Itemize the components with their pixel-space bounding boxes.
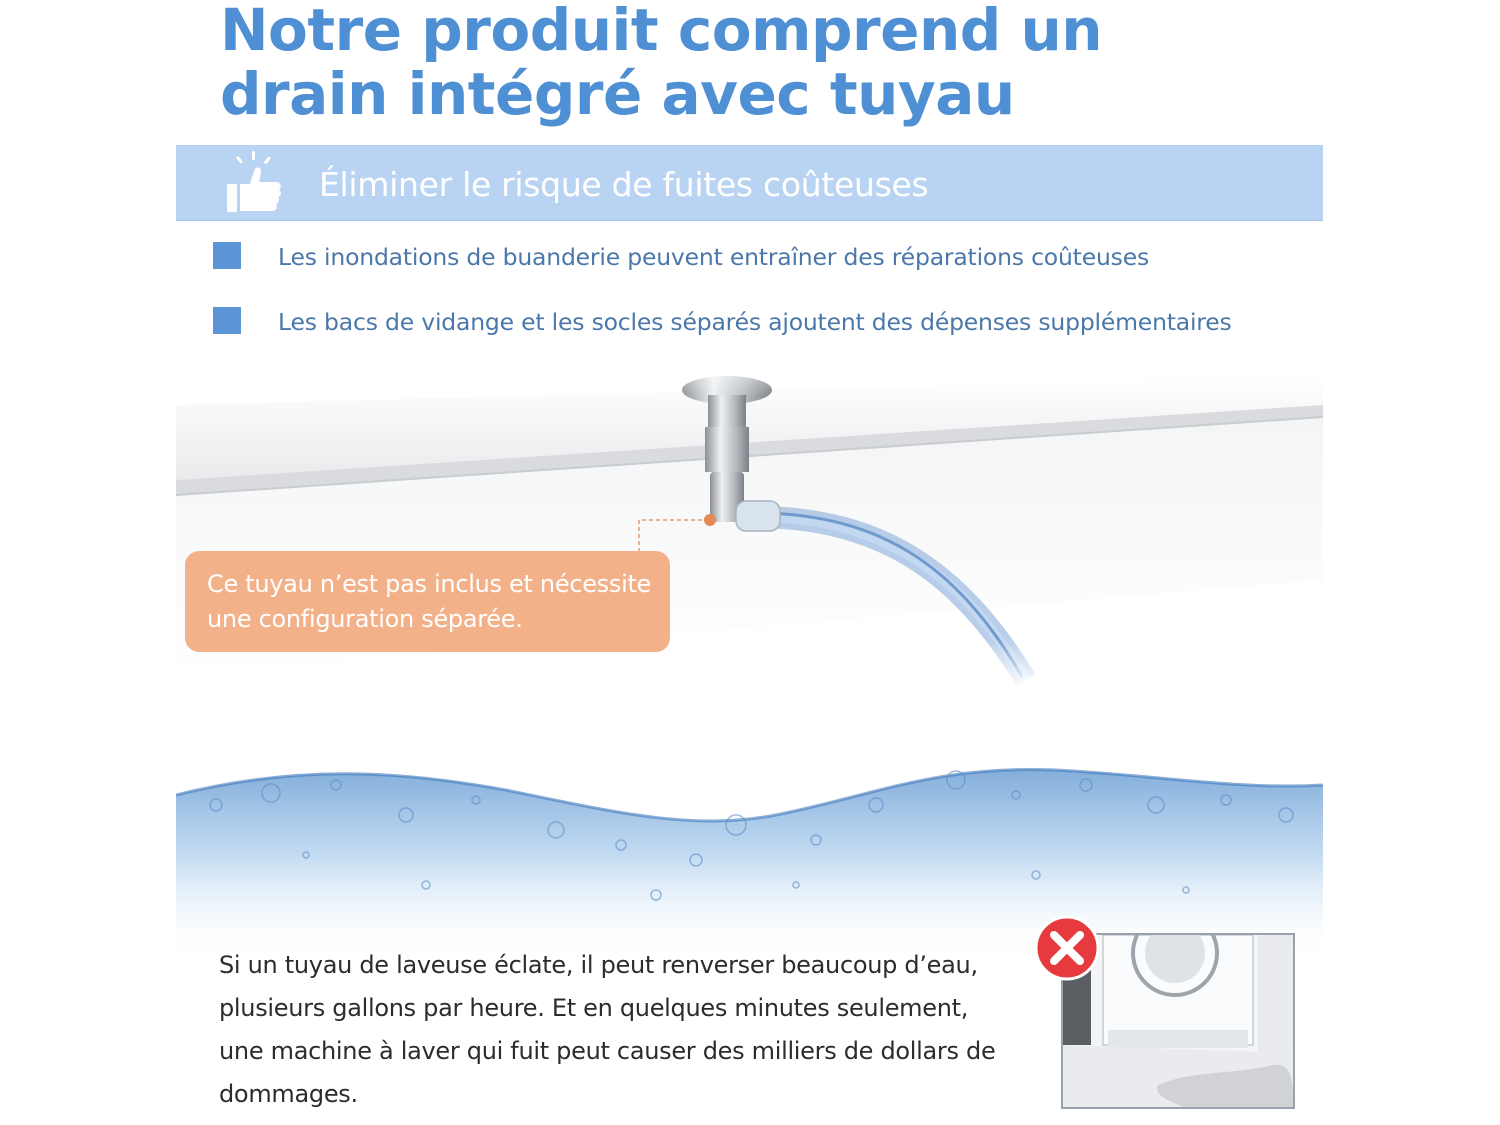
square-bullet-icon <box>213 307 241 334</box>
close-x-icon <box>1034 915 1100 981</box>
square-bullet-icon <box>213 242 241 269</box>
list-item <box>213 240 1313 305</box>
title-line-2: drain intégré avec tuyau <box>220 60 1015 128</box>
banner-text: Éliminer le risque de fuites coûteuses <box>319 165 929 204</box>
page-title <box>220 0 1102 126</box>
title-line-1: Notre produit comprend un <box>220 0 1103 64</box>
water-wave-image <box>176 745 1323 960</box>
bullet-text: Les bacs de vidange et les socles séparés ajoutent des dépenses supplémentaires <box>278 308 1232 336</box>
bullet-text: Les inondations de buanderie peuvent entraîner des réparations coûteuses <box>278 243 1149 271</box>
body-paragraph: Si un tuyau de laveuse éclate, il peut renverser beaucoup d’eau, plusieurs gallons par heure. Et en quelques minutes seulement, une machine à laver qui fuit peut causer des milliers de dollars de dommages. <box>219 951 996 1108</box>
feature-banner <box>176 145 1323 221</box>
hose-note-callout <box>185 551 670 652</box>
callout-text: Ce tuyau n’est pas inclus et nécessite une configuration séparée. <box>207 570 652 633</box>
thumbs-up-icon <box>224 151 284 213</box>
